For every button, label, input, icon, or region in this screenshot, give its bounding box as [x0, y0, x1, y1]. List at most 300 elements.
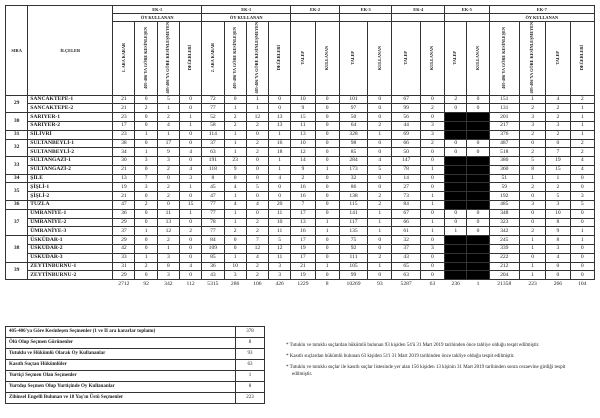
table-cell: 0 [135, 218, 157, 227]
footnote: * Tutuklu ve tutuklu suçlar ile kasıtlı suçlar listesinde yer alan 156 kişiden 13 kişinin 31 Mart 2019 tarihinden sonra cezaevine girdiği tespit edilmiştir. [286, 365, 566, 377]
table-cell: 67 [392, 95, 420, 104]
summary-label: Yurtdışı Seçmen Olup Yurtiçinde Oy Kullananlar [6, 382, 236, 393]
table-cell: 138 [339, 192, 367, 201]
table-cell: 18 [269, 148, 291, 157]
table-cell: 4 [570, 165, 594, 174]
column-header-label: DEĞERLERİ [578, 45, 584, 71]
table-cell: 518 [489, 148, 519, 157]
table-cell: 1 [570, 104, 594, 113]
table-cell: 50 [392, 148, 420, 157]
table-cell: 20 [269, 201, 291, 210]
column-header [467, 22, 489, 96]
total-cell: 266 [553, 280, 563, 287]
table-cell: 99 [339, 271, 367, 280]
table-cell: 0 [445, 139, 467, 148]
table-cell: 1 [368, 130, 392, 139]
table-cell: 0 [445, 218, 467, 227]
total-cell: 426 [275, 280, 284, 287]
row-district-name: SULTANBEYLİ-1 [28, 139, 113, 148]
column-header-label: 405-406'YA GÖRE KESİNLEŞMEYEN [165, 22, 171, 94]
table-cell: 2 [135, 104, 157, 113]
column-header [339, 22, 367, 96]
table-cell: 0 [546, 271, 570, 280]
table-cell: 13 [269, 113, 291, 122]
table-cell: 19 [291, 245, 315, 254]
table-cell: 1 [570, 236, 594, 245]
table-cell: 105 [339, 262, 367, 271]
summary-row [6, 360, 265, 371]
table-cell: 0 [135, 271, 157, 280]
column-header-label: 405-406'YA GÖRE KESİNLEŞEN [142, 26, 148, 89]
table-cell: 2 [546, 113, 570, 122]
table-cell: 339 [489, 245, 519, 254]
table-cell: 11 [269, 227, 291, 236]
table-cell: 0 [570, 271, 594, 280]
table-cell: 0 [269, 104, 291, 113]
total-cell: 92 [143, 280, 149, 287]
table-cell: 0 [224, 174, 246, 183]
table-cell: 2 [368, 201, 392, 210]
table-cell [467, 245, 489, 254]
column-header [519, 22, 545, 96]
table-cell: 192 [489, 192, 519, 201]
table-cell: 0 [315, 271, 339, 280]
table-cell: 1 [269, 165, 291, 174]
table-cell: 3 [135, 183, 157, 192]
table-row [6, 157, 595, 166]
table-cell: 0 [420, 209, 444, 218]
table-cell: 217 [489, 121, 519, 130]
table-cell: 151 [489, 95, 519, 104]
table-cell: 0 [315, 209, 339, 218]
table-row [6, 104, 595, 113]
table-cell: 2 [368, 253, 392, 262]
table-cell: 1 [368, 262, 392, 271]
table-cell: 0 [315, 121, 339, 130]
table-cell: 0 [467, 139, 489, 148]
table-cell: 33 [113, 253, 135, 262]
table-cell: 0 [135, 121, 157, 130]
summary-label: Ölü Olup Seçmen Görünenler [6, 338, 236, 349]
table-cell: 1 [224, 104, 246, 113]
total-cell: 93 [377, 280, 383, 287]
group-title: EK-5 [445, 6, 490, 14]
table-cell: 0 [315, 157, 339, 166]
table-cell: 2 [135, 201, 157, 210]
column-header [368, 22, 392, 96]
table-cell: 7 [135, 174, 157, 183]
table-cell: 3 [519, 121, 545, 130]
table-cell: 15 [179, 201, 201, 210]
table-cell: 0 [315, 174, 339, 183]
table-cell: 0 [368, 245, 392, 254]
table-cell: 7 [246, 236, 268, 245]
table-cell: 37 [392, 245, 420, 254]
table-cell: 1 [157, 130, 179, 139]
table-cell: 50 [339, 113, 367, 122]
table-cell: 0 [315, 130, 339, 139]
group-title: EK-1 [202, 6, 291, 14]
table-cell: 19 [546, 157, 570, 166]
table-cell: 0 [570, 245, 594, 254]
table-cell: 1 [315, 227, 339, 236]
summary-label: Yurtiçi Seçmen Olan Seçmenler [6, 371, 236, 382]
table-cell: 3 [269, 271, 291, 280]
table-cell: 2 [224, 227, 246, 236]
row-sira: 32 [6, 139, 28, 157]
table-cell: 3 [157, 271, 179, 280]
table-cell: 0 [420, 262, 444, 271]
table-cell: 14 [392, 174, 420, 183]
row-district-name: ÜSKÜDAR-1 [28, 236, 113, 245]
total-cell: 112 [186, 280, 195, 287]
table-cell: 0 [135, 95, 157, 104]
table-cell: 2 [546, 130, 570, 139]
table-cell: 10 [269, 218, 291, 227]
table-cell: 58 [202, 121, 224, 130]
table-cell: 9 [157, 148, 179, 157]
table-cell: 1 [157, 245, 179, 254]
table-cell: 36 [202, 262, 224, 271]
table-cell: 99 [392, 104, 420, 113]
table-cell: 323 [489, 218, 519, 227]
table-cell: 0 [570, 262, 594, 271]
column-header [291, 22, 315, 96]
row-district-name: ZEYTİNBURNU-2 [28, 271, 113, 280]
table-cell: 2 [246, 227, 268, 236]
table-cell: 98 [339, 139, 367, 148]
table-cell: 5 [157, 95, 179, 104]
table-cell: 47 [113, 201, 135, 210]
column-header [113, 22, 135, 96]
column-header-label: KULLANAN [376, 45, 382, 70]
table-cell: 47 [202, 192, 224, 201]
table-cell: 2 [519, 227, 545, 236]
row-district-name: ÜSKÜDAR-3 [28, 253, 113, 262]
table-cell: 17 [157, 139, 179, 148]
table-cell: 75 [339, 236, 367, 245]
table-cell: 77 [202, 227, 224, 236]
table-cell: 8 [157, 262, 179, 271]
table-cell: 0 [135, 139, 157, 148]
table-cell: 485 [489, 201, 519, 210]
table-cell: 43 [202, 271, 224, 280]
table-cell: 29 [113, 236, 135, 245]
table-cell: 0 [246, 165, 268, 174]
table-cell: 0 [315, 245, 339, 254]
column-header-label: TALEP [299, 50, 305, 65]
table-cell: 1 [546, 174, 570, 183]
table-cell: 13 [291, 130, 315, 139]
table-cell: 66 [392, 139, 420, 148]
table-cell: 0 [179, 271, 201, 280]
table-cell: 78 [392, 165, 420, 174]
total-cell: 21358 [497, 280, 512, 287]
column-header [179, 22, 201, 96]
table-cell: 4 [246, 201, 268, 210]
table-cell: 3 [546, 245, 570, 254]
table-cell: 0 [224, 95, 246, 104]
table-cell: 131 [489, 104, 519, 113]
table-cell: 9 [291, 165, 315, 174]
row-sira: 36 [6, 201, 28, 210]
column-header-label: TALEP [402, 50, 408, 65]
table-cell: 101 [339, 95, 367, 104]
table-cell: 8 [519, 165, 545, 174]
table-cell: 1 [420, 218, 444, 227]
table-cell: 115 [339, 201, 367, 210]
row-district-name: TUZLA [28, 201, 113, 210]
row-sira: 33 [6, 157, 28, 175]
table-cell: 2 [246, 121, 268, 130]
table-cell: 11 [291, 121, 315, 130]
table-cell: 0 [420, 236, 444, 245]
footnote: * Kasıtlı suçlardan hükümlü bulunan 63 kişiden 51'i 31 Mart 2019 tarihinden önce tahliye olduğu tespit edilmiştir. [286, 354, 515, 360]
table-cell: 17 [291, 253, 315, 262]
table-cell [467, 113, 489, 122]
table-cell: 23 [113, 130, 135, 139]
table-cell: 0 [368, 236, 392, 245]
table-row [6, 183, 595, 192]
row-district-name: ÜMRANİYE-1 [28, 209, 113, 218]
table-cell: 85 [339, 148, 367, 157]
total-cell: 1229 [297, 280, 309, 287]
table-cell: 2 [224, 113, 246, 122]
table-row [6, 236, 595, 245]
row-district-name: SULTANBEYLİ-2 [28, 148, 113, 157]
table-cell: 2 [179, 227, 201, 236]
table-cell [467, 201, 489, 210]
table-cell: 1 [519, 271, 545, 280]
summary-row [6, 371, 265, 382]
table-cell: 97 [339, 104, 367, 113]
table-cell: 222 [489, 253, 519, 262]
table-cell: 0 [135, 209, 157, 218]
table-cell: 0 [315, 236, 339, 245]
table-cell: 10 [224, 262, 246, 271]
table-cell: 3 [179, 174, 201, 183]
table-cell: 3 [420, 245, 444, 254]
column-header [570, 22, 594, 96]
table-cell: 84 [202, 236, 224, 245]
table-cell: 1 [420, 227, 444, 236]
column-header [489, 22, 519, 96]
table-cell: 0 [179, 218, 201, 227]
table-cell: 487 [489, 139, 519, 148]
table-cell: 42 [113, 245, 135, 254]
table-cell: 8 [546, 218, 570, 227]
table-cell: 0 [519, 218, 545, 227]
table-cell: 376 [489, 130, 519, 139]
table-cell: 4 [179, 148, 201, 157]
table-cell: 12 [246, 113, 268, 122]
table-cell: 2 [445, 95, 467, 104]
table-cell: 0 [420, 271, 444, 280]
row-sira: 35 [6, 183, 28, 201]
table-cell: 0 [420, 157, 444, 166]
table-cell: 0 [246, 174, 268, 183]
table-cell: 2 [420, 104, 444, 113]
table-cell [467, 262, 489, 271]
table-cell: 11 [269, 253, 291, 262]
summary-table [5, 326, 265, 404]
group-title: EK-3 [339, 6, 392, 14]
table-cell: 1 [135, 130, 157, 139]
table-cell: 0 [368, 104, 392, 113]
summary-label: 405-406'ya Göre Kesinleşen Seçmenler (1 ve II ara kararlar toplamı) [6, 327, 236, 338]
table-cell [445, 157, 467, 166]
column-header [315, 22, 339, 96]
table-cell: 2 [546, 104, 570, 113]
table-row [6, 113, 595, 122]
table-cell: 23 [224, 157, 246, 166]
table-cell: 2 [135, 262, 157, 271]
table-cell: 2 [246, 271, 268, 280]
table-cell: 1 [519, 262, 545, 271]
table-cell: 0 [315, 113, 339, 122]
group-title: EK-2 [291, 6, 340, 14]
table-cell: 21 [291, 262, 315, 271]
column-header [246, 22, 268, 96]
summary-row [6, 338, 265, 349]
table-cell: 37 [113, 227, 135, 236]
column-header-label: 2. ARA KARAR [209, 43, 215, 73]
table-cell: 30 [113, 157, 135, 166]
table-cell: 21 [113, 192, 135, 201]
table-cell: 69 [392, 130, 420, 139]
table-cell: 32 [339, 174, 367, 183]
table-cell: 64 [339, 121, 367, 130]
table-cell: 36 [113, 209, 135, 218]
table-cell [467, 253, 489, 262]
table-cell [467, 165, 489, 174]
group-title: EK-4 [392, 6, 445, 14]
table-cell: 0 [368, 139, 392, 148]
table-cell: 147 [392, 157, 420, 166]
table-cell: 0 [179, 245, 201, 254]
table-cell: 21 [113, 104, 135, 113]
column-header [420, 22, 444, 96]
table-cell: 0 [315, 95, 339, 104]
table-cell: 16 [291, 183, 315, 192]
table-cell: 86 [339, 183, 367, 192]
total-cell: 5287 [400, 280, 412, 287]
column-header-label: KULLANAN [474, 45, 480, 70]
summary-value: 93 [236, 349, 265, 360]
table-cell: 44 [392, 121, 420, 130]
column-header [546, 22, 570, 96]
table-cell: 23 [113, 113, 135, 122]
table-cell [445, 174, 467, 183]
row-sira: 39 [6, 262, 28, 280]
table-cell: 4 [157, 121, 179, 130]
footnote: * Tutuklu ve tutuklu suçlardan hükümlü bulunan 93 kişiden 54'ü 31 Mart 2019 tarihinden önce tahliye olduğu tespit edilmiştir. [286, 343, 540, 348]
table-cell: 21 [113, 165, 135, 174]
table-cell: 0 [135, 113, 157, 122]
row-district-name: ÜMRANİYE-2 [28, 218, 113, 227]
table-cell: 141 [339, 209, 367, 218]
table-cell: 5 [546, 192, 570, 201]
table-cell: 0 [179, 95, 201, 104]
table-cell: 65 [392, 262, 420, 271]
table-cell: 191 [202, 157, 224, 166]
row-district-name: SANCAKTEPE-1 [28, 95, 113, 104]
table-cell: 0 [467, 148, 489, 157]
row-district-name: SARIYER-1 [28, 113, 113, 122]
table-row [6, 245, 595, 254]
table-cell: 29 [113, 218, 135, 227]
table-cell: 0 [224, 245, 246, 254]
summary-value: 63 [236, 360, 265, 371]
table-cell [445, 165, 467, 174]
table-cell: 13 [269, 121, 291, 130]
table-cell: 4 [368, 157, 392, 166]
table-row [6, 201, 595, 210]
table-cell: 2 [157, 165, 179, 174]
table-cell: 78 [202, 218, 224, 227]
column-header [135, 22, 157, 96]
table-cell: 0 [570, 218, 594, 227]
column-header-label: 405-406'YA GÖRE KESİNLEŞMEYEN [529, 22, 535, 94]
table-cell: 77 [202, 104, 224, 113]
table-cell: 0 [467, 95, 489, 104]
group-subtitle [392, 14, 445, 22]
table-cell: 12 [246, 245, 268, 254]
table-cell: 0 [368, 174, 392, 183]
table-cell: 10 [291, 95, 315, 104]
summary-value: 378 [236, 327, 265, 338]
table-cell: 4 [224, 183, 246, 192]
table-cell: 0 [135, 245, 157, 254]
row-sira: 34 [6, 174, 28, 183]
group-title: EK-1 [113, 6, 202, 14]
table-cell: 0 [246, 130, 268, 139]
table-cell: 5 [519, 157, 545, 166]
table-cell [467, 174, 489, 183]
total-cell: 104 [578, 280, 587, 287]
table-cell: 0 [420, 113, 444, 122]
table-cell [467, 183, 489, 192]
table-cell: 0 [368, 148, 392, 157]
table-cell [467, 121, 489, 130]
table-cell: 0 [246, 157, 268, 166]
table-cell: 4 [546, 95, 570, 104]
group-subtitle: ÖY KULLANAN [113, 14, 202, 22]
table-row [6, 262, 595, 271]
table-cell: 118 [202, 165, 224, 174]
table-cell: 0 [135, 236, 157, 245]
row-district-name: ÜMRANİYE-3 [28, 227, 113, 236]
table-row [6, 130, 595, 139]
summary-value: 8 [236, 382, 265, 393]
ilceler-header: İLÇELER [28, 6, 113, 96]
row-sira: 37 [6, 209, 28, 235]
group-title: EK-7 [489, 6, 594, 14]
table-cell: 1 [179, 113, 201, 122]
table-cell: 15 [546, 165, 570, 174]
table-cell: 0 [420, 95, 444, 104]
column-header-label: 405-406'YA GÖRE KESİNLEŞEN [231, 26, 237, 89]
table-cell: 5 [269, 236, 291, 245]
summary-label: Tutuklu ve Hükümlü Olarak Oy Kullananlar [6, 349, 236, 360]
table-cell: 0 [179, 139, 201, 148]
column-header-label: 1. ARA KARAR [120, 43, 126, 73]
table-cell: 1 [269, 157, 291, 166]
table-cell: 1 [135, 227, 157, 236]
table-cell: 1 [246, 104, 268, 113]
table-cell: 3 [570, 192, 594, 201]
table-cell: 1 [368, 227, 392, 236]
